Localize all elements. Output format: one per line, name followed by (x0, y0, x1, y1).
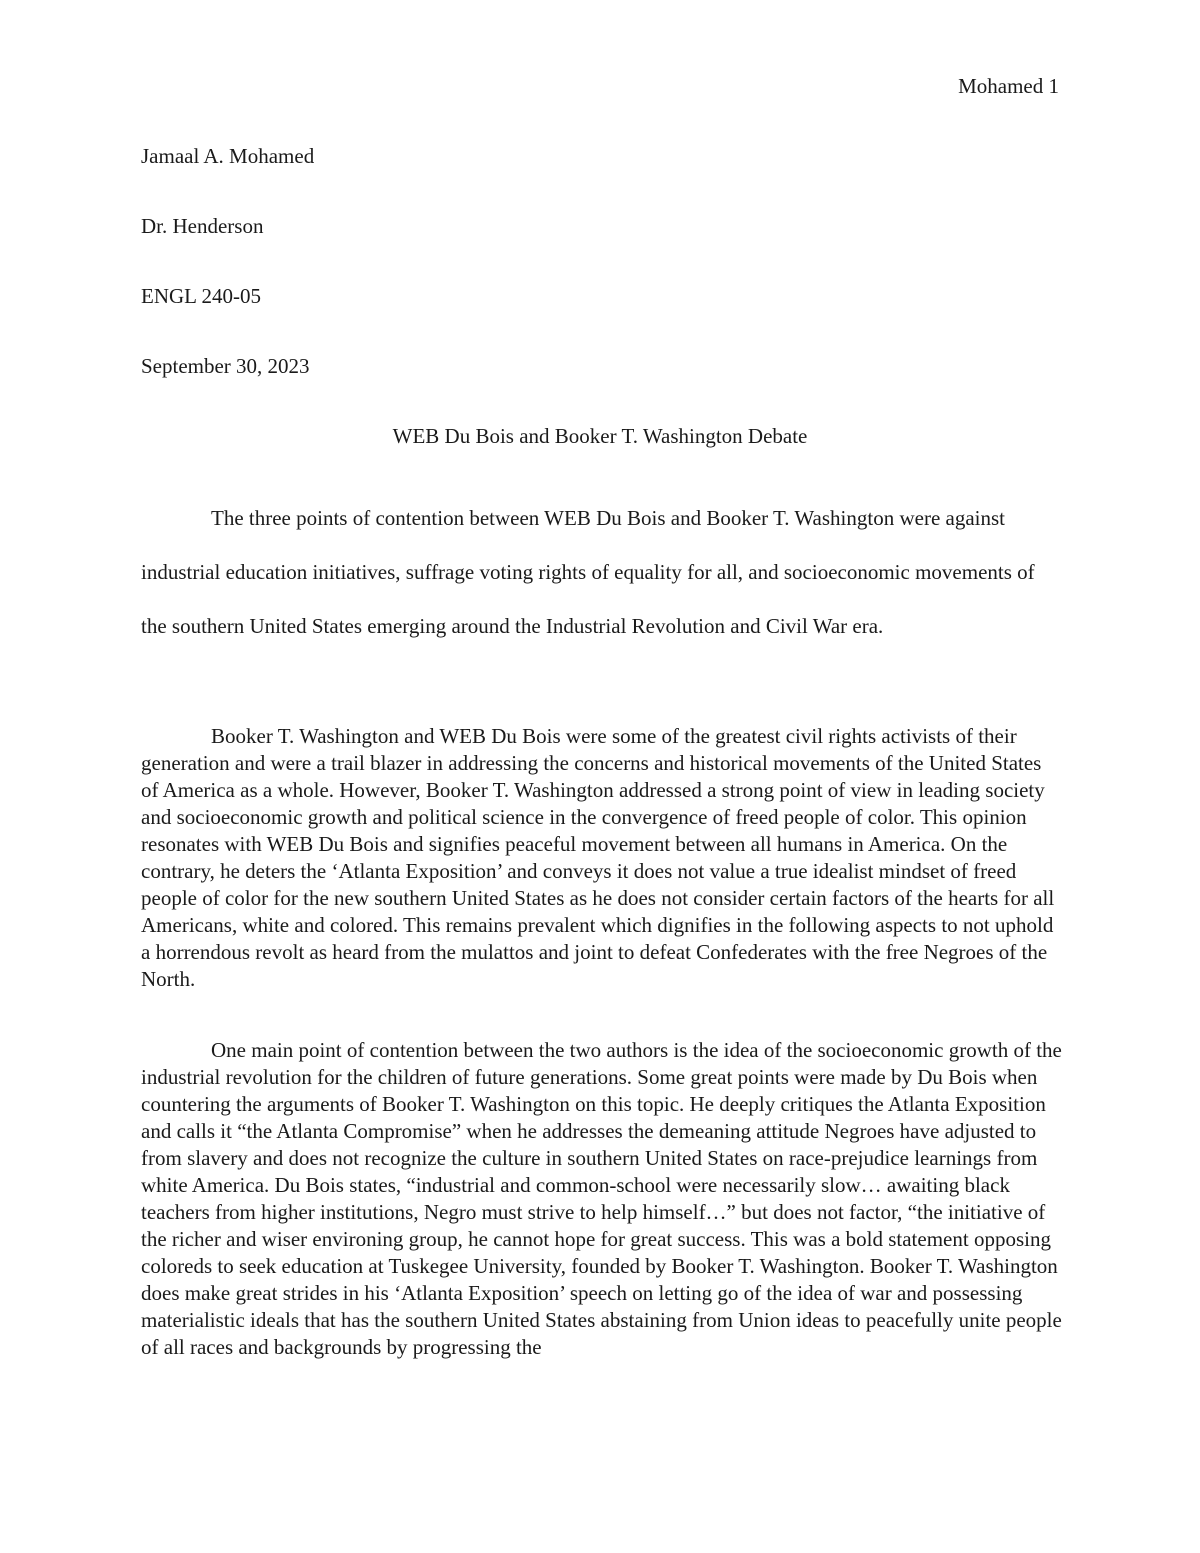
heading-block (141, 142, 1059, 422)
author-name: Jamaal A. Mohamed (141, 144, 315, 168)
course-code: ENGL 240-05 (141, 284, 261, 308)
body-paragraph: Booker T. Washington and WEB Du Bois were some of the greatest civil rights activists of their generation and were a trail blazer in addressing the concerns and historical movements of the United States of America as a whole. However, Booker T. Washington addressed a strong point of view in leading society and socioeconomic growth and political science in the convergence of freed people of color. This opinion resonates with WEB Du Bois and signifies peaceful movement between all humans in America. On the contrary, he deters the ‘Atlanta Exposition’ and conveys it does not value a true idealist mindset of freed people of color for the new southern United States as he does not consider certain factors of the hearts for all Americans, white and colored. This remains prevalent which dignifies in the following aspects to not uphold a horrendous revolt as heard from the mulattos and joint to defeat Confederates with the free Negroes of the North. (141, 724, 1055, 991)
body-paragraph: The three points of contention between WEB Du Bois and Booker T. Washington were against industrial education initiatives, suffrage voting rights of equality for all, and socioeconomic movements of the southern United States emerging around the Industrial Revolution and Civil War era. (141, 506, 1035, 638)
essay-title: WEB Du Bois and Booker T. Washington Debate (392, 424, 808, 448)
instructor-name: Dr. Henderson (141, 214, 264, 238)
running-head: Mohamed 1 (958, 74, 1059, 98)
body-paragraph: One main point of contention between the two authors is the idea of the socioeconomic growth of the industrial revolution for the children of future generations. Some great points were made by Du Bois when countering the arguments of Booker T. Washington on this topic. He deeply critiques the Atlanta Exposition and calls it “the Atlanta Compromise” when he addresses the demeaning attitude Negroes have adjusted to from slavery and does not recognize the culture in southern United States on race-prejudice learnings from white America. Du Bois states, “industrial and common-school were necessarily slow… awaiting black teachers from higher institutions, Negro must strive to help himself…” but does not factor, “the initiative of the richer and wiser environing group, he cannot hope for great success. This was a bold statement opposing coloreds to seek education at Tuskegee University, founded by Booker T. Washington. Booker T. Washington does make great strides in his ‘Atlanta Exposition’ speech on letting go of the idea of war and possessing materialistic ideals that has the southern United States abstaining from Union ideas to peacefully unite people of all races and backgrounds by progressing the (141, 1038, 1062, 1359)
date: September 30, 2023 (141, 354, 310, 378)
